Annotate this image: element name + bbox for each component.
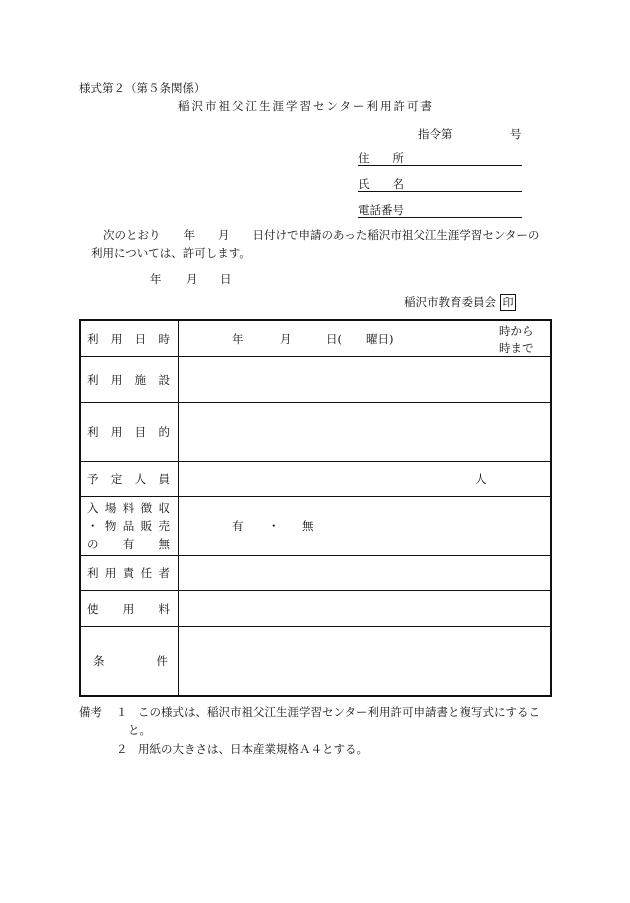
label-char: 用: [122, 601, 135, 616]
table-row-facility: [80, 357, 551, 403]
label-usage-datetime: [80, 320, 179, 357]
label-responsible-person: [80, 556, 179, 591]
label-char: 目: [134, 425, 147, 439]
value-responsible-person[interactable]: [179, 556, 552, 591]
command-number-prefix: 指令第: [418, 127, 453, 141]
address-underline: [358, 165, 522, 166]
label-char: 時: [158, 331, 170, 346]
option-yes[interactable]: 有: [232, 519, 244, 533]
people-unit: 人: [475, 472, 487, 486]
label-usage-facility: [80, 357, 179, 403]
value-usage-fee[interactable]: [179, 591, 552, 627]
value-usage-datetime[interactable]: [179, 320, 552, 357]
label-char: 品: [122, 519, 135, 533]
label-fee-sales: [80, 497, 179, 556]
label-usage-purpose: [80, 403, 179, 462]
address-label: 住 所: [358, 151, 404, 165]
table-row-usage-fee: [80, 591, 551, 627]
datetime-until: 時まで: [499, 341, 534, 355]
issuer: [404, 294, 516, 311]
label-char: 料: [122, 501, 135, 515]
note-1-number: １: [116, 705, 128, 719]
label-char: 利: [87, 372, 99, 387]
table-row-fee-sales: [80, 497, 551, 556]
option-separator: ・: [268, 519, 280, 533]
permit-table: [79, 319, 552, 697]
value-usage-purpose[interactable]: [179, 403, 552, 462]
label-char: 用: [104, 566, 117, 580]
label-char: 者: [158, 566, 170, 580]
notes-heading: 備考: [79, 705, 102, 719]
note-1-text: この様式は、稲沢市祖父江生涯学習センター利用許可申請書と複写式にするこ: [138, 705, 541, 719]
body-line-1: 次のとおり 年 月 日付けで申請のあった稲沢市祖父江生涯学習センターの: [103, 228, 540, 242]
table-row-conditions: [80, 627, 551, 696]
label-char: の: [87, 537, 99, 551]
label-char: 物: [104, 519, 117, 533]
label-usage-fee: [80, 591, 179, 627]
label-char: 使: [87, 601, 99, 616]
value-expected-people[interactable]: [179, 462, 552, 497]
body-line-2: 利用については、許可します。: [91, 246, 251, 260]
label-char: 責: [122, 566, 135, 580]
label-char: 収: [158, 501, 170, 515]
name-label: 氏 名: [358, 177, 404, 191]
label-char: 条: [93, 653, 105, 668]
label-char: 場: [104, 501, 117, 515]
value-conditions[interactable]: [179, 627, 552, 696]
label-char: 件: [156, 653, 168, 668]
label-char: 利: [87, 566, 99, 580]
label-expected-people: [80, 462, 179, 497]
option-no[interactable]: 無: [302, 519, 314, 533]
label-char: 人: [134, 472, 147, 486]
label-char: 利: [87, 331, 99, 346]
table-row-purpose: [80, 403, 551, 462]
datetime-year: 年: [232, 332, 244, 346]
label-char: 用: [110, 372, 123, 387]
permit-date-month: 月: [186, 272, 198, 286]
value-usage-facility[interactable]: [179, 357, 552, 403]
label-char: 員: [158, 472, 170, 486]
label-char: 的: [158, 425, 170, 439]
label-char: 任: [140, 566, 153, 580]
permit-date-year: 年: [150, 272, 162, 286]
label-char: 入: [87, 501, 99, 515]
label-char: 施: [134, 372, 147, 387]
note-1-continuation: と。: [128, 723, 151, 737]
label-char: 予: [87, 472, 99, 486]
table-row-datetime: [80, 320, 551, 357]
label-char: 無: [158, 537, 170, 551]
label-char: 有: [122, 537, 135, 551]
datetime-from: 時から: [499, 324, 534, 338]
label-char: 利: [87, 425, 99, 439]
issuer-name: 稲沢市教育委員会: [404, 295, 496, 309]
document-title: 稲沢市祖父江生涯学習センター利用許可書: [178, 99, 435, 113]
label-char: 用: [110, 425, 123, 439]
datetime-day: 日(: [326, 332, 342, 346]
label-char: 徴: [140, 501, 153, 515]
label-char: 定: [110, 472, 123, 486]
seal-mark: 印: [500, 294, 516, 311]
note-2-number: ２: [116, 742, 128, 756]
permit-date-day: 日: [220, 272, 232, 286]
phone-label: 電話番号: [358, 203, 404, 217]
label-char: 料: [158, 601, 170, 616]
note-2-text: 用紙の大きさは、日本産業規格Ａ４とする。: [138, 742, 368, 756]
command-number-suffix: 号: [510, 127, 522, 141]
datetime-month: 月: [280, 332, 292, 346]
table-row-responsible: [80, 556, 551, 591]
label-char: ・: [87, 519, 99, 533]
label-conditions: [80, 627, 179, 696]
label-char: 日: [134, 331, 147, 346]
label-char: 売: [158, 519, 170, 533]
form-number: 様式第２（第５条関係）: [79, 81, 206, 95]
table-row-people: [80, 462, 551, 497]
datetime-weekday: 曜日): [366, 332, 394, 346]
label-char: 設: [158, 372, 170, 387]
label-char: 販: [140, 519, 153, 533]
label-char: 用: [110, 331, 123, 346]
value-fee-sales[interactable]: [179, 497, 552, 556]
name-underline: [358, 191, 522, 192]
phone-underline: [358, 217, 522, 218]
